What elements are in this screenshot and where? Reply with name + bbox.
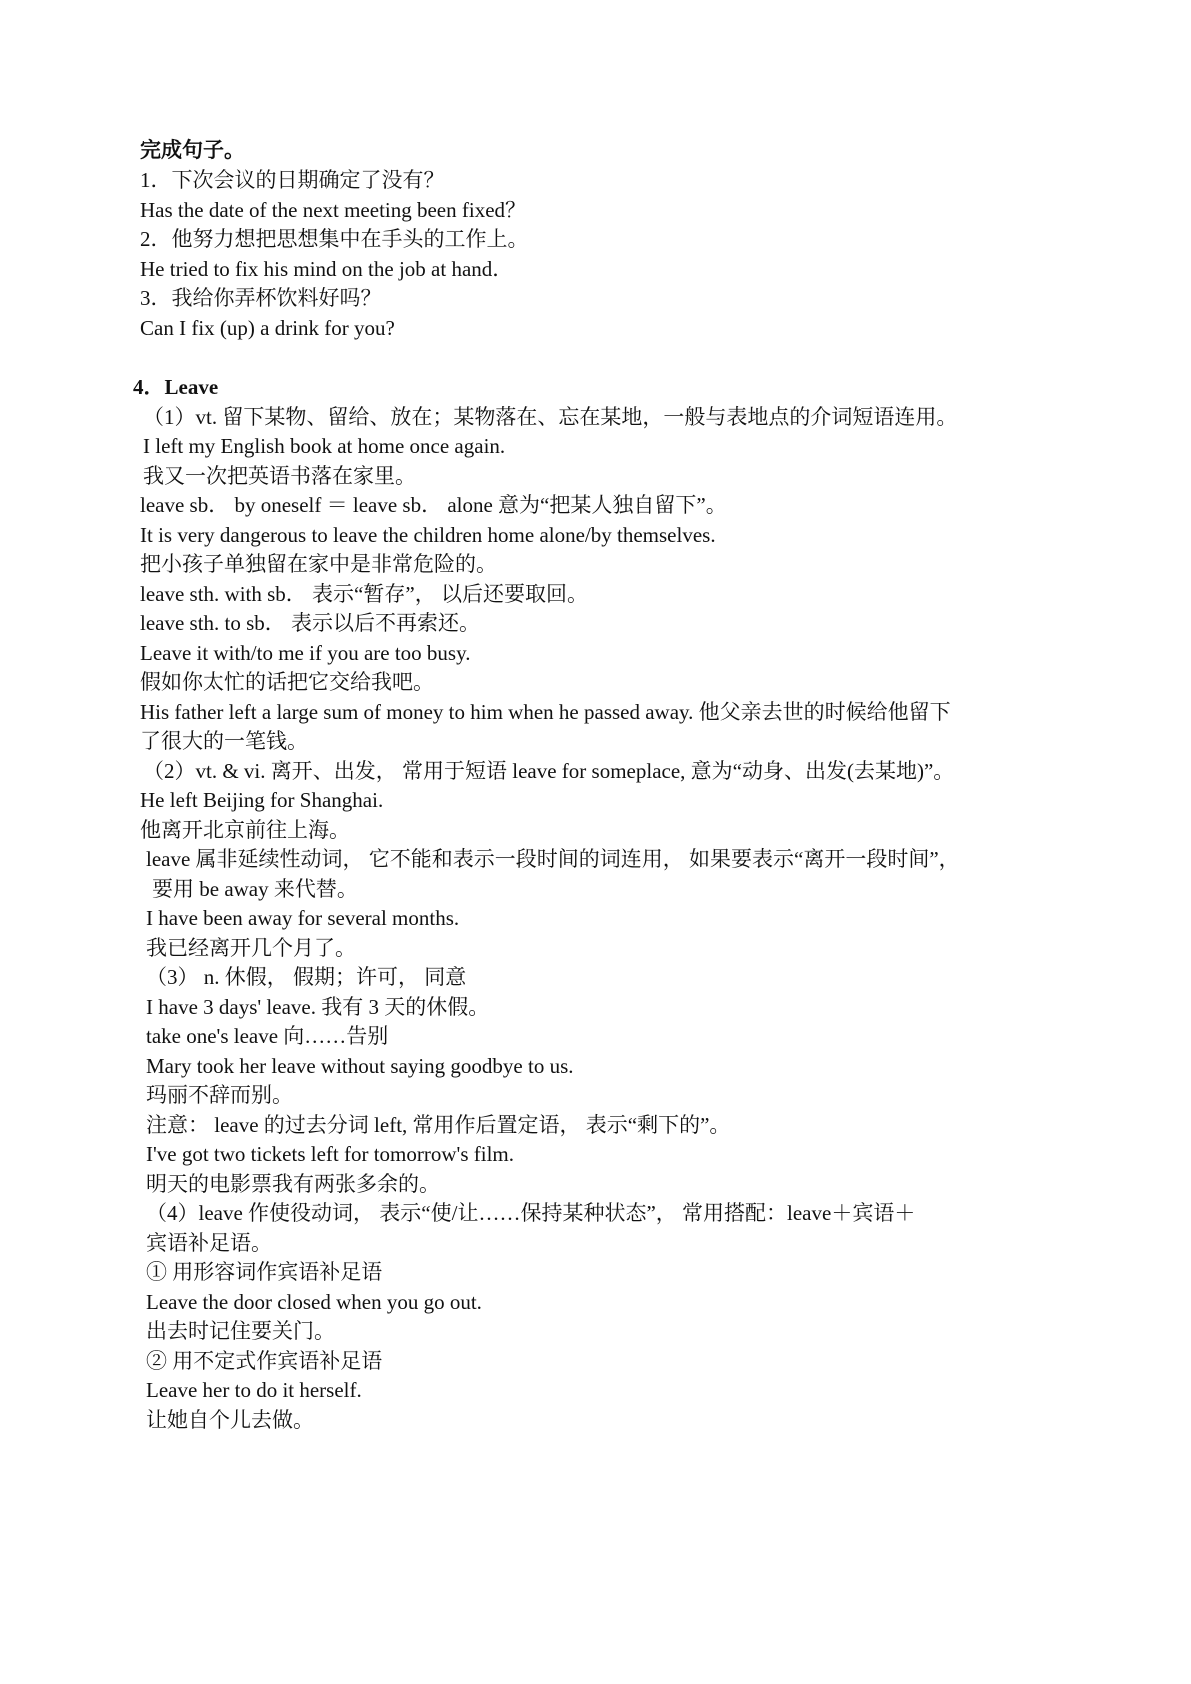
leave-sense4-a-title: ① 用形容词作宾语补足语	[146, 1260, 383, 1284]
leave-sense2-example1-chinese: 他离开北京前往上海。	[140, 818, 350, 842]
section-title: 完成句子。	[140, 138, 245, 162]
leave-sense1-example2-english: It is very dangerous to leave the children home alone/by themselves.	[140, 523, 716, 547]
leave-sense3-example3-chinese: 明天的电影票我有两张多余的。	[146, 1172, 440, 1196]
leave-sense4-title-line1: （4）leave 作使役动词， 表示“使/让……保持某种状态”， 常用搭配：leave＋宾语＋	[146, 1201, 916, 1225]
leave-sense3-title: （3） n. 休假， 假期；许可， 同意	[146, 965, 467, 989]
leave-sense1-example3-english: Leave it with/to me if you are too busy.	[140, 641, 471, 665]
leave-sense1-note2: leave sth. with sb． 表示“暂存”， 以后还要取回。	[140, 582, 588, 606]
leave-sense3-phrase: take one's leave 向……告别	[146, 1024, 389, 1048]
leave-heading: 4．Leave	[133, 375, 219, 399]
leave-sense3-example3-english: I've got two tickets left for tomorrow's film.	[146, 1142, 514, 1166]
leave-sense4-title-line2: 宾语补足语。	[146, 1231, 272, 1255]
leave-sense3-example1: I have 3 days' leave. 我有 3 天的休假。	[146, 995, 490, 1019]
exercise-q3-chinese: 3．我给你弄杯饮料好吗？	[140, 286, 382, 310]
leave-sense2-title: （2）vt. & vi. 离开、出发， 常用于短语 leave for someplace, 意为“动身、出发(去某地)”。	[143, 759, 955, 783]
leave-sense4-b-title: ② 用不定式作宾语补足语	[146, 1349, 383, 1373]
leave-sense1-title: （1）vt. 留下某物、留给、放在；某物落在、忘在某地，一般与表地点的介词短语连用。	[143, 405, 958, 429]
leave-sense2-note-line1: leave 属非延续性动词， 它不能和表示一段时间的词连用， 如果要表示“离开一段时间”，	[146, 847, 960, 871]
leave-sense2-note-line2: 要用 be away 来代替。	[152, 877, 358, 901]
leave-sense1-example3-chinese: 假如你太忙的话把它交给我吧。	[140, 670, 434, 694]
leave-sense2-example2-chinese: 我已经离开几个月了。	[146, 936, 356, 960]
leave-sense1-note1: leave sb． by oneself ＝ leave sb． alone 意为“把某人独自留下”。	[140, 493, 727, 517]
leave-sense3-note: 注意： leave 的过去分词 left, 常用作后置定语， 表示“剩下的”。	[146, 1113, 731, 1137]
leave-sense1-example1-chinese: 我又一次把英语书落在家里。	[143, 464, 416, 488]
exercise-q1-chinese: 1．下次会议的日期确定了没有？	[140, 168, 445, 192]
exercise-q3-english: Can I fix (up) a drink for you?	[140, 316, 395, 340]
leave-sense4-b-english: Leave her to do it herself.	[146, 1378, 362, 1402]
leave-sense3-example2-english: Mary took her leave without saying goodbye to us.	[146, 1054, 574, 1078]
leave-sense4-a-english: Leave the door closed when you go out.	[146, 1290, 482, 1314]
leave-sense1-example1-english: I left my English book at home once again.	[143, 434, 506, 458]
leave-sense1-example4-line2: 了很大的一笔钱。	[140, 729, 308, 753]
leave-sense1-note3: leave sth. to sb． 表示以后不再索还。	[140, 611, 481, 635]
leave-sense4-b-chinese: 让她自个儿去做。	[146, 1408, 314, 1432]
leave-sense2-example2-english: I have been away for several months.	[146, 906, 460, 930]
exercise-q1-english: Has the date of the next meeting been fixed？	[140, 198, 527, 222]
exercise-q2-english: He tried to fix his mind on the job at hand．	[140, 257, 514, 281]
leave-sense2-example1-english: He left Beijing for Shanghai.	[140, 788, 384, 812]
leave-sense4-a-chinese: 出去时记住要关门。	[146, 1319, 335, 1343]
leave-sense3-example2-chinese: 玛丽不辞而别。	[146, 1083, 293, 1107]
exercise-q2-chinese: 2．他努力想把思想集中在手头的工作上。	[140, 227, 529, 251]
leave-sense1-example4-line1: His father left a large sum of money to him when he passed away. 他父亲去世的时候给他留下	[140, 700, 951, 724]
leave-sense1-example2-chinese: 把小孩子单独留在家中是非常危险的。	[140, 552, 497, 576]
